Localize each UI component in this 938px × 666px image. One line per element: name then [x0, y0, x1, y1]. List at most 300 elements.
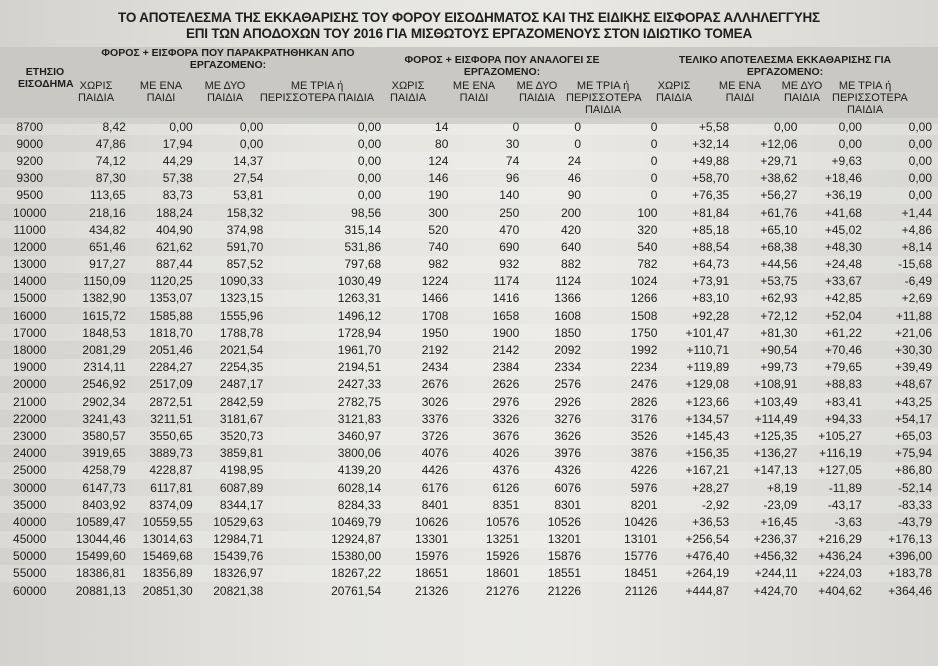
value-cell: +256,54	[663, 531, 735, 548]
value-cell: 2192	[421, 343, 449, 358]
value-cell: 531,86	[344, 239, 382, 254]
value-cell: 100	[637, 205, 658, 220]
value-cell: 6076	[554, 480, 582, 495]
value-cell: 3181,67	[219, 411, 264, 426]
value-cell: 20821,38	[213, 583, 264, 598]
value-cell: 6117,81	[150, 480, 193, 495]
value-cell: 1024	[630, 274, 658, 289]
value-cell: 20851,30	[142, 583, 193, 598]
value-cell: +64,73	[663, 256, 735, 273]
value-cell: +8,19	[767, 480, 798, 495]
value-cell: 15976	[415, 549, 449, 564]
value-cell: 18267,22	[269, 565, 387, 582]
due-group-header: ΦΟΡΟΣ + ΕΙΣΦΟΡΑ ΠΟΥ ΑΝΑΛΟΓΕΙ ΣΕ ΕΡΓΑΖΟΜΕΝΟ:	[404, 54, 600, 78]
value-cell: 690	[499, 239, 520, 254]
value-cell: +45,02	[803, 221, 868, 238]
value-cell: 3460,97	[269, 427, 387, 444]
value-cell: +90,54	[760, 343, 798, 358]
value-cell: +224,03	[803, 565, 868, 582]
value-cell: +110,71	[686, 343, 730, 358]
value-cell: 18551	[525, 565, 587, 582]
value-cell: 18651	[387, 565, 454, 582]
value-cell: +44,56	[735, 256, 803, 273]
value-cell: 3800,06	[337, 446, 382, 461]
value-cell: 10426	[624, 514, 658, 529]
value-cell: 2782,75	[269, 393, 387, 410]
value-cell: 13044,46	[59, 531, 131, 548]
value-cell: 15499,60	[75, 549, 126, 564]
value-cell: 3520,73	[199, 427, 270, 444]
value-cell: 1030,49	[337, 274, 382, 289]
value-cell: 4426	[387, 462, 454, 479]
income-cell: 60000	[13, 583, 47, 598]
value-cell: 0,00	[868, 152, 938, 169]
income-cell: 14000	[13, 274, 47, 289]
value-cell: 882	[525, 256, 587, 273]
value-cell: 2284,27	[132, 359, 199, 376]
table-row	[0, 496, 938, 513]
value-cell: 797,68	[269, 256, 387, 273]
value-cell: 12924,87	[269, 531, 387, 548]
value-cell: 83,73	[132, 187, 199, 204]
value-cell: 1961,70	[337, 343, 382, 358]
value-cell: +54,17	[894, 411, 932, 426]
final-result-group-header: ΤΕΛΙΚΟ ΑΠΟΤΕΛΕΣΜΑ ΕΚΚΑΘΑΡΙΣΗΣ ΓΙΑ ΕΡΓΑΖΟΜΕΝΟ:	[678, 54, 892, 78]
value-cell: 315,14	[269, 221, 387, 238]
income-cell: 23000	[0, 427, 59, 444]
value-cell: +32,14	[692, 136, 730, 151]
value-cell: 887,44	[132, 256, 199, 273]
value-cell: -83,33	[868, 496, 938, 513]
value-cell: 1818,70	[132, 324, 199, 341]
table-row	[0, 513, 938, 530]
value-cell: +58,70	[692, 171, 730, 186]
value-cell: 8351	[454, 496, 525, 513]
table-row	[0, 359, 938, 376]
value-cell: 0,00	[868, 118, 938, 135]
value-cell: 3876	[630, 446, 658, 461]
value-cell: 0,00	[908, 136, 932, 151]
table-row	[0, 565, 938, 582]
value-cell: +1,44	[901, 205, 932, 220]
value-cell: +43,25	[868, 393, 938, 410]
value-cell: 0,00	[908, 171, 932, 186]
value-cell: 8201	[587, 496, 663, 513]
value-cell: +73,91	[692, 274, 730, 289]
value-cell: 8344,17	[199, 496, 270, 513]
table-row	[0, 118, 938, 135]
value-cell: 8284,33	[269, 496, 387, 513]
value-cell: 20881,13	[75, 583, 126, 598]
value-cell: +8,14	[901, 239, 932, 254]
table-row	[0, 376, 938, 393]
value-cell: +11,88	[895, 308, 932, 323]
value-cell: +86,80	[868, 462, 938, 479]
table-row	[0, 256, 938, 273]
value-cell: 8,42	[59, 118, 131, 135]
value-cell: 10626	[415, 514, 449, 529]
value-cell: 2842,59	[199, 393, 270, 410]
value-cell: 1615,72	[82, 308, 126, 323]
value-cell: 2081,29	[82, 343, 126, 358]
value-cell: 18386,81	[59, 565, 131, 582]
value-cell: +81,30	[735, 324, 803, 341]
value-cell: 1150,09	[83, 274, 126, 289]
value-cell: 2254,35	[199, 359, 270, 376]
value-cell: 87,30	[95, 171, 126, 186]
value-cell: 2092	[554, 343, 582, 358]
value-cell: 857,52	[199, 256, 270, 273]
table-title-line-2: ΕΠΙ ΤΩΝ ΑΠΟΔΟΧΩΝ ΤΟΥ 2016 ΓΙΑ ΜΙΣΘΩΤΟΥΣ ΕΡΓΑΖΟΜΕΝΟΥΣ ΣΤΟΝ ΙΔΙΩΤΙΚΟ ΤΟΜΕΑ	[185, 26, 753, 41]
table-row	[0, 324, 938, 341]
value-cell: 2826	[587, 393, 663, 410]
value-cell: +36,19	[803, 187, 868, 204]
value-cell: 2427,33	[337, 377, 382, 392]
income-cell: 30000	[13, 480, 47, 495]
value-cell: +75,94	[894, 446, 932, 461]
value-cell: 0,00	[357, 171, 382, 186]
value-cell: +92,28	[692, 308, 730, 323]
value-cell: 917,27	[59, 256, 131, 273]
value-cell: 1708	[421, 308, 449, 323]
table-row	[0, 548, 938, 565]
value-cell: +21,06	[868, 324, 938, 341]
value-cell: 2051,46	[149, 343, 193, 358]
value-cell: 13251	[454, 531, 525, 548]
value-cell: 0,00	[803, 118, 868, 135]
table-row	[0, 204, 938, 221]
value-cell: 44,29	[132, 152, 199, 169]
value-cell: -43,17	[803, 496, 868, 513]
value-cell: 3276	[554, 411, 582, 426]
value-cell: 0	[587, 152, 663, 169]
sub-header-6: ΜΕ ΕΝΑ ΠΑΙΔΙ	[452, 80, 496, 104]
value-cell: 200	[561, 205, 582, 220]
value-cell: 2234	[587, 359, 663, 376]
sub-header-2: ΜΕ ΕΝΑ ΠΑΙΔΙ	[139, 80, 183, 104]
sub-header-1: ΧΩΡΙΣ ΠΑΙΔΙΑ	[77, 80, 115, 104]
value-cell: 2626	[492, 377, 520, 392]
income-cell: 15000	[0, 290, 59, 307]
withheld-group-header: ΦΟΡΟΣ + ΕΙΣΦΟΡΑ ΠΟΥ ΠΑΡΑΚΡΑΤΗΘΗΚΑΝ ΑΠΟ ΕΡΓΑΖΟΜΕΝΟ:	[101, 47, 355, 71]
value-cell: 74	[454, 152, 525, 169]
sub-header-9: ΧΩΡΙΣ ΠΑΙΔΙΑ	[655, 80, 693, 104]
value-cell: 3726	[387, 427, 454, 444]
value-cell: 24	[525, 152, 587, 169]
value-cell: 3026	[387, 393, 454, 410]
value-cell: +9,63	[803, 152, 868, 169]
value-cell: +12,06	[760, 136, 798, 151]
value-cell: -11,89	[828, 480, 862, 495]
value-cell: -15,68	[868, 256, 938, 273]
value-cell: 1120,25	[150, 274, 193, 289]
value-cell: +33,67	[824, 274, 862, 289]
value-cell: 250	[499, 205, 520, 220]
value-cell: 18326,97	[199, 565, 270, 582]
value-cell: +38,62	[760, 171, 798, 186]
value-cell: 2021,54	[219, 343, 264, 358]
income-cell: 9000	[16, 136, 44, 151]
value-cell: +62,93	[735, 290, 803, 307]
income-cell: 16000	[13, 308, 47, 323]
value-cell: 1585,88	[149, 308, 193, 323]
value-cell: 1728,94	[269, 324, 387, 341]
value-cell: 0,00	[269, 118, 387, 135]
value-cell: 4076	[421, 446, 449, 461]
table-row	[0, 479, 938, 496]
value-cell: 57,38	[162, 171, 193, 186]
value-cell: 1124	[555, 274, 582, 289]
value-cell: +116,19	[819, 446, 862, 461]
value-cell: 434,82	[59, 221, 131, 238]
value-cell: 3241,43	[82, 411, 126, 426]
value-cell: 0	[650, 171, 658, 186]
value-cell: +123,66	[663, 393, 735, 410]
value-cell: -23,09	[735, 496, 803, 513]
value-cell: 218,16	[89, 205, 126, 220]
table-row	[0, 445, 938, 462]
value-cell: +61,76	[760, 205, 798, 220]
sub-header-10: ΜΕ ΕΝΑ ΠΑΙΔΙ	[718, 80, 762, 104]
value-cell: 8374,09	[132, 496, 199, 513]
value-cell: 3176	[630, 411, 658, 426]
value-cell: 1900	[454, 324, 525, 341]
value-cell: +436,24	[818, 549, 862, 564]
value-cell: 6126	[492, 480, 520, 495]
value-cell: 15439,76	[213, 549, 264, 564]
value-cell: +105,27	[803, 427, 868, 444]
value-cell: +70,46	[824, 343, 862, 358]
value-cell: 0,00	[239, 136, 264, 151]
value-cell: +476,40	[685, 549, 730, 564]
value-cell: 4139,20	[269, 462, 387, 479]
value-cell: 540	[637, 239, 658, 254]
value-cell: 4026	[492, 446, 520, 461]
value-cell: +53,75	[760, 274, 798, 289]
value-cell: 2872,51	[132, 393, 199, 410]
value-cell: 3976	[554, 446, 582, 461]
value-cell: 1555,96	[219, 308, 264, 323]
value-cell: 8401	[387, 496, 454, 513]
value-cell: +183,78	[868, 565, 938, 582]
value-cell: 591,70	[226, 239, 264, 254]
value-cell: 124	[387, 152, 454, 169]
value-cell: 2194,51	[269, 359, 387, 376]
table-row	[0, 307, 938, 324]
income-cell: 55000	[0, 565, 59, 582]
value-cell: 651,46	[89, 239, 126, 254]
value-cell: +216,29	[803, 531, 868, 548]
settlement-data-table	[0, 118, 938, 599]
income-cell: 9200	[0, 152, 59, 169]
income-cell: 19000	[0, 359, 59, 376]
value-cell: 1850	[525, 324, 587, 341]
value-cell: 6176	[421, 480, 449, 495]
value-cell: 1266	[587, 290, 663, 307]
value-cell: 782	[587, 256, 663, 273]
value-cell: +364,46	[888, 583, 932, 598]
value-cell: 158,32	[226, 205, 264, 220]
value-cell: +264,19	[663, 565, 735, 582]
value-cell: 3889,73	[149, 446, 193, 461]
value-cell: 1090,33	[219, 274, 264, 289]
value-cell: +236,37	[735, 531, 803, 548]
table-row	[0, 462, 938, 479]
value-cell: 0,00	[735, 118, 803, 135]
value-cell: 0	[574, 136, 582, 151]
value-cell: +88,83	[824, 377, 862, 392]
sub-header-11: ΜΕ ΔΥΟ ΠΑΙΔΙΑ	[781, 80, 823, 104]
value-cell: 10526	[547, 514, 582, 529]
value-cell: 47,86	[95, 136, 126, 151]
value-cell: 0,00	[838, 136, 862, 151]
value-cell: 1950	[387, 324, 454, 341]
value-cell: 3676	[454, 427, 525, 444]
value-cell: 932	[454, 256, 525, 273]
value-cell: 14,37	[199, 152, 270, 169]
value-cell: 188,24	[156, 205, 193, 220]
value-cell: +424,70	[753, 583, 798, 598]
income-cell: 9300	[16, 171, 44, 186]
value-cell: +125,35	[735, 427, 803, 444]
value-cell: +129,08	[685, 377, 730, 392]
value-cell: 420	[525, 221, 587, 238]
sub-header-12: ΜΕ ΤΡΙΑ ή ΠΕΡΙΣΣΟΤΕΡΑ ΠΑΙΔΙΑ	[832, 80, 908, 116]
value-cell: +61,22	[803, 324, 868, 341]
value-cell: 2926	[525, 393, 587, 410]
value-cell: +108,91	[753, 377, 798, 392]
value-cell: 80	[435, 136, 449, 151]
value-cell: +18,46	[824, 171, 862, 186]
value-cell: 3919,65	[82, 446, 126, 461]
value-cell: 982	[387, 256, 454, 273]
value-cell: 1992	[630, 343, 658, 358]
income-cell: 18000	[13, 343, 47, 358]
value-cell: 21226	[547, 583, 582, 598]
value-cell: 4198,95	[199, 462, 270, 479]
income-cell: 8700	[0, 118, 59, 135]
value-cell: +72,12	[760, 308, 798, 323]
value-cell: +81,84	[692, 205, 730, 220]
value-cell: 6147,73	[82, 480, 126, 495]
table-row	[0, 393, 938, 410]
value-cell: 1174	[493, 274, 520, 289]
value-cell: 3626	[525, 427, 587, 444]
value-cell: 2384	[454, 359, 525, 376]
sub-header-8: ΜΕ ΤΡΙΑ ή ΠΕΡΙΣΣΟΤΕΡΑ ΠΑΙΔΙΑ	[566, 80, 642, 116]
value-cell: 15380,00	[331, 549, 382, 564]
value-cell: 4228,87	[132, 462, 199, 479]
value-cell: 15876	[547, 549, 582, 564]
table-row	[0, 341, 938, 358]
value-cell: +48,30	[824, 239, 862, 254]
sub-header-4: ΜΕ ΤΡΙΑ ή ΠΕΡΙΣΣΟΤΕΡΑ ΠΑΙΔΙΑ	[259, 80, 375, 104]
value-cell: 4226	[587, 462, 663, 479]
value-cell: 27,54	[233, 171, 264, 186]
value-cell: +42,85	[803, 290, 868, 307]
value-cell: 3550,65	[132, 427, 199, 444]
value-cell: 1658	[492, 308, 520, 323]
income-cell: 40000	[13, 514, 47, 529]
value-cell: 4326	[525, 462, 587, 479]
value-cell: 4376	[454, 462, 525, 479]
value-cell: 404,90	[132, 221, 199, 238]
value-cell: 2546,92	[82, 377, 126, 392]
value-cell: 740	[428, 239, 449, 254]
value-cell: 2142	[492, 343, 520, 358]
value-cell: 146	[428, 171, 449, 186]
value-cell: +5,58	[663, 118, 735, 135]
value-cell: +65,03	[868, 427, 938, 444]
value-cell: +244,11	[735, 565, 803, 582]
value-cell: 20761,54	[331, 583, 382, 598]
value-cell: 2434	[387, 359, 454, 376]
value-cell: 21276	[485, 583, 520, 598]
value-cell: +456,32	[753, 549, 798, 564]
value-cell: +167,21	[663, 462, 735, 479]
value-cell: 6028,14	[337, 480, 382, 495]
value-cell: 3121,83	[337, 411, 382, 426]
income-cell: 45000	[0, 531, 59, 548]
value-cell: 1848,53	[59, 324, 131, 341]
income-cell: 12000	[13, 239, 47, 254]
value-cell: 21326	[415, 583, 449, 598]
value-cell: 53,81	[199, 187, 270, 204]
income-column-header: ΕΤΗΣΙΟ ΕΙΣΟΔΗΜΑ	[18, 66, 74, 90]
value-cell: 0	[525, 118, 587, 135]
table-row	[0, 238, 938, 255]
value-cell: +56,27	[735, 187, 803, 204]
value-cell: 10529,63	[213, 514, 264, 529]
table-row	[0, 273, 938, 290]
value-cell: +134,57	[685, 411, 730, 426]
value-cell: +29,71	[735, 152, 803, 169]
table-row	[0, 170, 938, 187]
value-cell: 15776	[624, 549, 658, 564]
value-cell: +101,47	[663, 324, 735, 341]
value-cell: +65,10	[735, 221, 803, 238]
value-cell: 74,12	[59, 152, 131, 169]
value-cell: 18451	[587, 565, 663, 582]
income-cell: 11000	[0, 221, 59, 238]
value-cell: +156,35	[685, 446, 730, 461]
income-cell: 24000	[13, 446, 47, 461]
value-cell: 15469,68	[142, 549, 193, 564]
value-cell: 374,98	[199, 221, 270, 238]
value-cell: 0	[454, 118, 525, 135]
value-cell: 1323,15	[199, 290, 270, 307]
value-cell: 46	[567, 171, 582, 186]
value-cell: 3580,57	[59, 427, 131, 444]
value-cell: 2476	[630, 377, 658, 392]
table-row	[0, 582, 938, 599]
sub-header-7: ΜΕ ΔΥΟ ΠΑΙΔΙΑ	[516, 80, 558, 104]
income-cell: 25000	[0, 462, 59, 479]
value-cell: +79,65	[803, 359, 868, 376]
value-cell: 1382,90	[59, 290, 131, 307]
value-cell: 15926	[485, 549, 520, 564]
value-cell: -52,14	[897, 480, 932, 495]
value-cell: 2976	[454, 393, 525, 410]
value-cell: 12984,71	[199, 531, 270, 548]
value-cell: +404,62	[818, 583, 862, 598]
value-cell: 1366	[525, 290, 587, 307]
value-cell: 5976	[630, 480, 658, 495]
value-cell: 3526	[587, 427, 663, 444]
table-row	[0, 531, 938, 548]
value-cell: 470	[454, 221, 525, 238]
value-cell: 0,00	[132, 118, 199, 135]
